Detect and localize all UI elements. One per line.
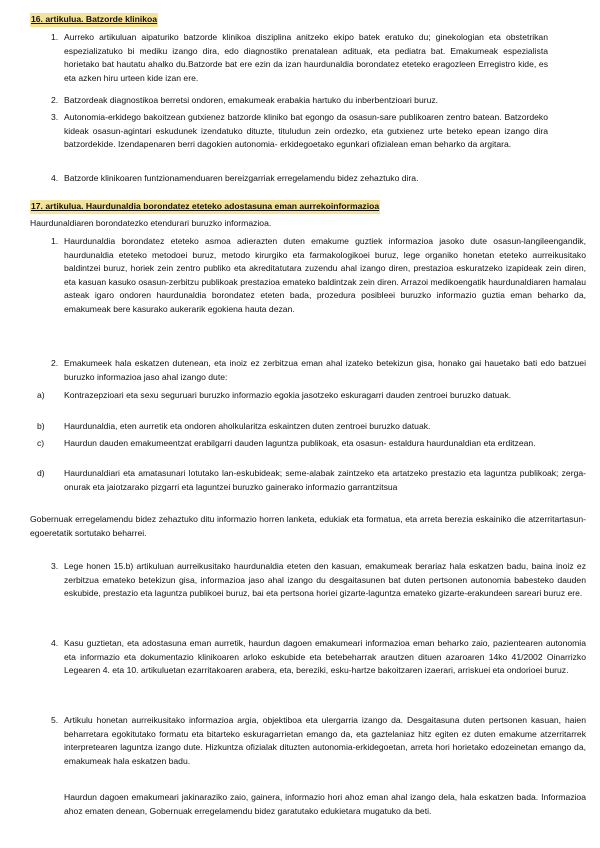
article-16-heading: 16. artikulua. Batzorde klinikoa: [30, 13, 158, 27]
article-17-item-2: Emakumeek hala eskatzen dutenean, eta inoiz ez zerbitzua eman ahal izateko betekizun gisa, honako gai hauetako bati edo batzuei buruzko informazioa jaso ahal izango dute:: [64, 358, 586, 382]
subitem-c: Haurdun dauden emakumeentzat erabilgarri dauden laguntza publikoak, eta osasun- estaldura haurdunaldian eta erditzean.: [64, 438, 536, 448]
article-16-item-3-number: 3.: [51, 112, 59, 122]
subitem-b: Haurdunaldia, eten aurretik eta ondoren aholkularitza eskaintzen duten zentroei buruzko datuak.: [64, 421, 431, 431]
article-17-item-2-number: 2.: [51, 358, 59, 368]
article-17-item-1: Haurdunaldia borondatez eteteko asmoa adierazten duten emakume guztiek informazioa jasoko dute osasun-langileengandik, haurdunaldia eteteko metodoei buruz, metodo kirurgiko eta farmakologikoei buruz, lege organiko honetan eteteko aurreikusitako baldintzei buruz, horiek zein zentro publiko eta akreditatutara zuzendu ahal izango diren, prestazioa eskuratzeko izapideak zein diren, eta kasuan kasuko osasun-zerbitzu publikoak prestazioa emateko baldintzak zein diren. Arrazoi medikoengatik haurdunaldiaren hamalau asteak igaro ondoren haurdunaldia borondatez eteten bada, prozedura posibleei buruzko informazio guztia eman beharko da, emakumeak bere kasurako aukerarik egokiena hauta dezan.: [64, 236, 586, 314]
article-17-item-5-number: 5.: [51, 715, 59, 725]
article-17-item-4-number: 4.: [51, 638, 59, 648]
article-17-item-5-continuation: Haurdun dagoen emakumeari jakinaraziko zaio, gainera, informazio hori ahoz eman ahal izango dela, hala eskatzen bada. Informazioa ahoz ematen denean, Gobernuak erregelamendu bidez garatutako edukietara mugatuko da beti.: [64, 792, 586, 816]
article-16-item-2: Batzordeak diagnostikoa berretsi ondoren, emakumeak erabakia hartuko du inberbentzioari buruz.: [64, 95, 439, 105]
article-16-item-4: Batzorde klinikoaren funtzionamenduaren bereizgarriak erregelamendu bidez zehaztuko dira.: [64, 173, 419, 183]
subitem-c-label: c): [37, 438, 45, 448]
subitem-b-label: b): [37, 421, 45, 431]
article-16-item-1-number: 1.: [51, 32, 59, 42]
article-16-item-2-number: 2.: [51, 95, 59, 105]
article-16-item-3: Autonomia-erkidego bakoitzean gutxienez batzorde kliniko bat egongo da osasun-sare publikoaren zentro batean. Batzordeko kideak osasun-agintari eskudunek izendatuko dituzte, tituludun zein ordezko, eta gutxienez urte beteko epean izango dira batzordekide. Izendapenaren berri dagokien autonomia- erkidegoetako egunkari ofizialean eman beharko da argitara.: [64, 112, 548, 150]
article-16-item-4-number: 4.: [51, 173, 59, 183]
subitem-d: Haurdunaldiari eta amatasunari lotutako lan-eskubideak; seme-alabak zaintzeko eta artatzeko prestazio eta laguntza publikoak; zerga-onurak eta jaiotzarako pizgarri eta laguntzei buruzko gainerako informazio garrantzitsua: [64, 468, 586, 492]
article-17-item-1-number: 1.: [51, 236, 59, 246]
article-17-item-5: Artikulu honetan aurreikusitako informazioa argia, objektiboa eta ulergarria izango da. Desgaitasuna duten pertsonen kasuan, haien beharretara egokitutako formatu eta bitarteko eskuragarrietan emango da, eta gaztelaniaz hitz egiten ez duten emakume atzerritarrek interpretearen laguntza izango dute. Hizkuntza ofizialak dituzten autonomia-erkidegoetan, arreta hori horietako edozeinetan emango da, emakumeak hala eskatzen badu.: [64, 715, 586, 766]
subitem-d-label: d): [37, 468, 45, 478]
article-17-heading: 17. artikulua. Haurdunaldia borondatez eteteko adostasuna eman aurrekoinformazioa: [30, 200, 380, 214]
article-17-item-3: Lege honen 15.b) artikuluan aurreikusitako haurdunaldia eteten den kasuan, emakumeak berariaz hala eskatzen badu, baina inoiz ez zerbitzua emateko betekizun gisa, informazioa jaso ahal izango du desgaitasunen bat duten pertsonen autonomia babesteko dauden eskubide, prestazio eta laguntza publikoei buruz, bai eta pertsona horiei gizarte-laguntza emateko gizarte-erakundeen sareari buruz ere.: [64, 561, 586, 599]
subitem-a-label: a): [37, 390, 45, 400]
article-17-item-4: Kasu guztietan, eta adostasuna eman aurretik, haurdun dagoen emakumeari informazioa eman beharko zaio, pazientearen autonomia eta informazio eta dokumentazio klinikoaren arloko eskubide eta betebeharrak arautzen dituen azaroaren 14ko 41/2002 Oinarrizko Legearen 4. eta 10. artikuluetan ezarritakoaren arabera, eta, bereziki, esku-hartze bakoitzaren izaerari, arriskuei eta ondorioei buruz.: [64, 638, 586, 676]
article-17-item-3-number: 3.: [51, 561, 59, 571]
article-17-intro: Haurdunaldiaren borondatezko etendurari buruzko informazioa.: [30, 218, 272, 228]
article-16-item-1: Aurreko artikuluan aipaturiko batzorde klinikoa disziplina anitzeko ekipo batek eratuko du; ginekologian eta obstetrikan espezializatuko bi mediku izango dira, edo diagnostiko prenatalean adituak, eta pediatra bat. Emakumeak espezialista horietako bat hautatu ahalko du.Batzorde bat ere ezin da izan haurdunaldia borondatez eteteko eragozleen Erregistro kide, es eta azken hiru urteen kide izan ere.: [64, 32, 548, 83]
government-regulation-paragraph: Gobernuak erregelamendu bidez zehaztuko ditu informazio horren lanketa, edukiak eta formatua, eta arreta berezia eskainiko die atzerritartasun-egoeretatik sortutako beharrei.: [30, 514, 586, 538]
subitem-a: Kontrazepzioari eta sexu seguruari buruzko informazio egokia jasotzeko eskuragarri dauden zentroei buruzko datuak.: [64, 390, 512, 400]
